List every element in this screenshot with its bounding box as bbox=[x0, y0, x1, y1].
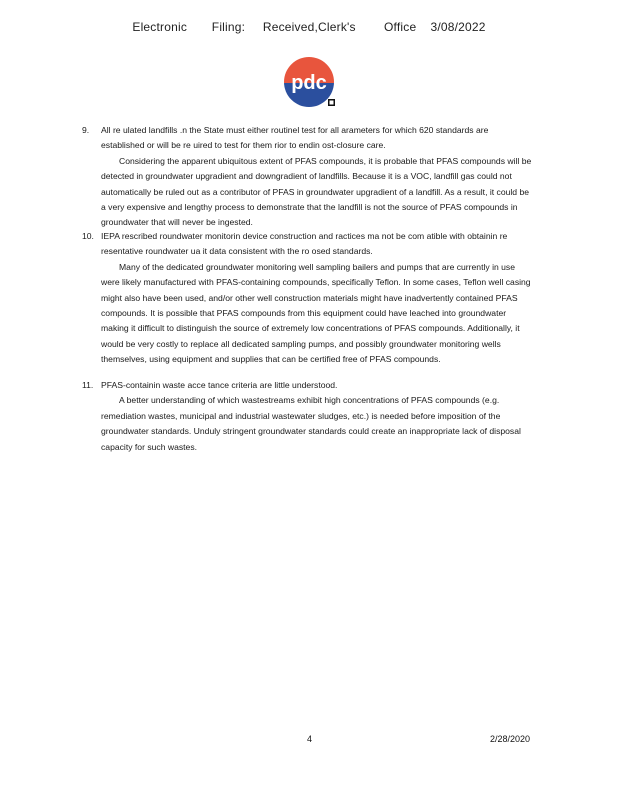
item-lead: All re ulated landfills .n the State must either routinel test for all arameters for which 620 standards are established or will be re uired to test for them rior to endin ost-closure care. bbox=[101, 125, 489, 151]
item-number: 9. bbox=[82, 125, 90, 135]
logo-text: pdc bbox=[291, 72, 327, 94]
item-paragraph: Many of the dedicated groundwater monitoring well sampling bailers and pumps that are currently in use were likely manufactured with PFAS-containing compounds, specifically Teflon. In some cases, Teflon well casing might also have been used, and/or other well construction materials might have inadvertently contained PFAS compounds. It is possible that PFAS compounds from this equipment could have leached into groundwater making it difficult to distinguish the source of extremely low concentrations of PFAS compounds. Additionally, it would be very costly to replace all dedicated sampling pumps, and possibly groundwater monitoring wells themselves, using equipment and supplies that can be certified free of PFAS compounds. bbox=[101, 261, 531, 365]
item-number: 11. bbox=[82, 380, 94, 390]
footer-date: 2/28/2020 bbox=[490, 734, 531, 744]
item-paragraph: A better understanding of which wastestreams exhibit high concentrations of PFAS compounds (e.g. remediation wastes, municipal and industrial wastewater sludges, etc.) is needed before imposition of the groundwater standards. Unduly stringent groundwater standards could create an inappropriate lack of disposal capacity for such wastes. bbox=[101, 395, 521, 452]
filing-header: Electronic Filing: Received,Clerk's Office 3/08/2022 bbox=[132, 20, 486, 34]
item-paragraph: Considering the apparent ubiquitous extent of PFAS compounds, it is probable that PFAS compounds will be detected in groundwater upgradient and downgradient of landfills. Because it is a VOC, landfill gas could not automatically be ruled out as a contributor of PFAS in groundwater upgradient of a landfill. As a result, it could be a very expensive and lengthy process to demonstrate that the landfill is not the source of PFAS compounds in groundwater that will never be ingested. bbox=[101, 155, 532, 228]
list-item-11 bbox=[82, 378, 532, 455]
list-item-10 bbox=[82, 229, 532, 368]
item-lead: IEPA rescribed roundwater monitorin device construction and ractices ma not be com atible with obtainin re resentative roundwater ua it data consistent with the ro osed standards. bbox=[101, 231, 508, 257]
item-lead: PFAS-containin waste acce tance criteria are little understood. bbox=[101, 380, 338, 390]
list-item-9 bbox=[82, 123, 532, 231]
item-number: 10. bbox=[82, 231, 94, 241]
pdc-logo bbox=[283, 56, 337, 110]
page-number: 4 bbox=[307, 734, 313, 744]
